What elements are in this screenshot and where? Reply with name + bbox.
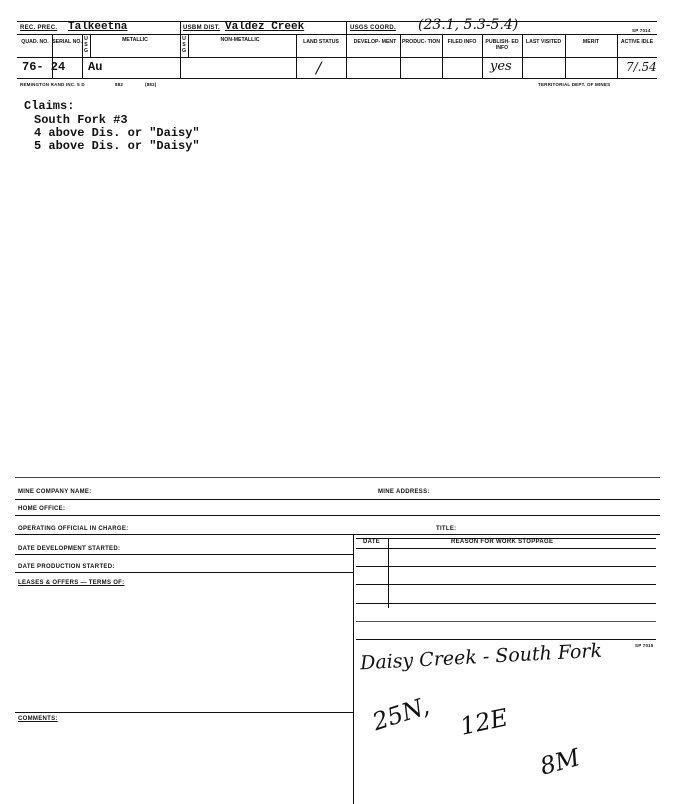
usbm-dist-value: Valdez Creek: [225, 21, 305, 33]
print-code-2: (882): [145, 82, 157, 87]
row-quad-serial: 76- 24: [22, 60, 66, 74]
col-serial-no: SERIAL NO.: [52, 39, 82, 45]
territorial-dept: TERRITORIAL DEPT. OF MINES: [538, 82, 611, 87]
col-published-info: PUBLISH- ED INFO: [485, 39, 519, 51]
date-column: DATE: [363, 539, 381, 545]
date-development-started: DATE DEVELOPMENT STARTED:: [18, 546, 121, 552]
col-land-status: LAND STATUS: [303, 39, 339, 45]
title-label: TITLE:: [436, 526, 457, 532]
col-development: DEVELOP- MENT: [353, 39, 397, 45]
leases-offers: LEASES & OFFERS — TERMS OF:: [18, 580, 125, 586]
rec-prec-value: Talkeetna: [68, 21, 128, 33]
col-usg-non-metallic: U S G: [181, 36, 187, 54]
home-office: HOME OFFICE:: [18, 506, 66, 512]
handwritten-location: Daisy Creek - South Fork: [359, 639, 603, 675]
claim-line-1: South Fork #3: [34, 113, 128, 127]
col-quad-no: QUAD. NO.: [21, 39, 49, 45]
print-code-1: 882: [115, 82, 124, 87]
printer-label: REMINGTON RAND INC. 5 D: [20, 82, 85, 87]
col-production: PRODUC- TION: [401, 39, 441, 45]
col-usg-metallic: U S G: [83, 36, 89, 54]
usbm-dist-label: USBM DIST.: [183, 25, 221, 31]
col-filed-info: FILED INFO: [447, 39, 477, 45]
reason-column: REASON FOR WORK STOPPAGE: [451, 539, 554, 545]
row-published-info: yes: [490, 59, 512, 74]
row-land-status: /: [316, 58, 322, 77]
claim-line-2: 4 above Dis. or "Daisy": [34, 126, 200, 140]
rec-prec-label: REC. PREC.: [20, 25, 58, 31]
handwritten-number: 8M: [537, 743, 583, 781]
form-number-bottom: SP 7015: [635, 643, 654, 648]
mine-company-name: MINE COMPANY NAME:: [18, 489, 92, 495]
row-metallic: Au: [88, 60, 103, 74]
claim-line-3: 5 above Dis. or "Daisy": [34, 139, 200, 153]
operating-official: OPERATING OFFICIAL IN CHARGE:: [18, 526, 129, 532]
handwritten-range: 12E: [457, 703, 511, 741]
form-number-top: SP 7014: [632, 28, 651, 33]
row-active-idle: 7/.54: [626, 60, 657, 74]
col-active-idle: ACTIVE IDLE: [620, 39, 654, 45]
comments-label: COMMENTS:: [18, 716, 58, 722]
usgs-coord-label: USGS COORD.: [350, 25, 396, 31]
claims-title: Claims:: [24, 99, 75, 113]
col-metallic: METALLIC: [122, 37, 148, 43]
col-last-visited: LAST VISITED: [525, 39, 562, 45]
col-non-metallic: NON-METALLIC: [220, 37, 260, 43]
mine-address: MINE ADDRESS:: [378, 489, 430, 495]
usgs-coord-value: (23.1, 5.3-5.4): [418, 17, 519, 33]
handwritten-township: 25N,: [369, 691, 433, 737]
col-merit: MERIT: [582, 39, 600, 45]
date-production-started: DATE PRODUCTION STARTED:: [18, 564, 115, 570]
